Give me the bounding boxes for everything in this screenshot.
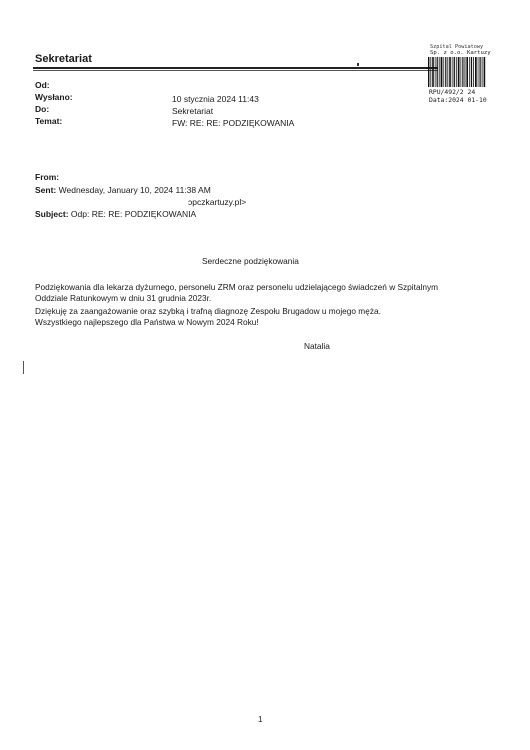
message-line2: Oddziale Ratunkowym w dniu 31 grudnia 2023r. xyxy=(35,293,212,303)
message-greeting: Serdeczne podziękowania xyxy=(202,256,299,266)
message-line4: Wszystkiego najlepszego dla Państwa w Nowym 2024 Roku! xyxy=(35,317,259,327)
registry-stamp xyxy=(427,43,525,109)
subject-label: Temat: xyxy=(35,116,63,126)
fwd-from-label: From: xyxy=(35,172,60,182)
stamp-line1: Szpital Powiatowy xyxy=(430,44,484,50)
mailbox-title: Sekretariat xyxy=(35,53,92,65)
stamp-line2: Sp. z o.o. Kartuzy xyxy=(430,50,491,56)
message-signature: Natalia xyxy=(304,341,330,351)
scan-margin-mark xyxy=(23,361,24,374)
fwd-sent-label: Sent: xyxy=(35,185,57,195)
page-number: 1 xyxy=(258,715,263,724)
fwd-subject-label: Subject: xyxy=(35,209,69,219)
to-value: Sekretariat xyxy=(172,106,214,116)
subject-value: FW: RE: RE: PODZIĘKOWANIA xyxy=(172,118,295,128)
sent-label: Wysłano: xyxy=(35,92,73,102)
message-line1: Podziękowania dla lekarza dyżurnego, personelu ZRM oraz personelu udzielającego świadczeń w Szpitalnym xyxy=(35,282,439,292)
fwd-subject-line xyxy=(35,209,196,219)
scan-mark xyxy=(357,63,359,66)
fwd-sent-line xyxy=(35,185,211,195)
sent-value: 10 stycznia 2024 11:43 xyxy=(172,94,259,104)
stamp-date: Data:2024 01-10 xyxy=(429,96,487,104)
header-rule-thin xyxy=(33,70,438,71)
header-rule xyxy=(33,67,438,69)
message-line3: Dziękuję za zaangażowanie oraz szybką i trafną diagnozę Zespołu Brugadow u mojego męża. xyxy=(35,306,381,316)
to-label: Do: xyxy=(35,104,50,114)
fwd-address-fragment: ɔpczkartuzy.pl> xyxy=(188,197,247,207)
from-label: Od: xyxy=(35,80,50,90)
stamp-registry-id: RPU/492/2 24 xyxy=(429,88,476,96)
barcode-icon xyxy=(428,57,486,87)
fwd-sent-value: Wednesday, January 10, 2024 11:38 AM xyxy=(58,185,211,195)
fwd-subject-value: Odp: RE: RE: PODZIĘKOWANIA xyxy=(70,209,197,219)
